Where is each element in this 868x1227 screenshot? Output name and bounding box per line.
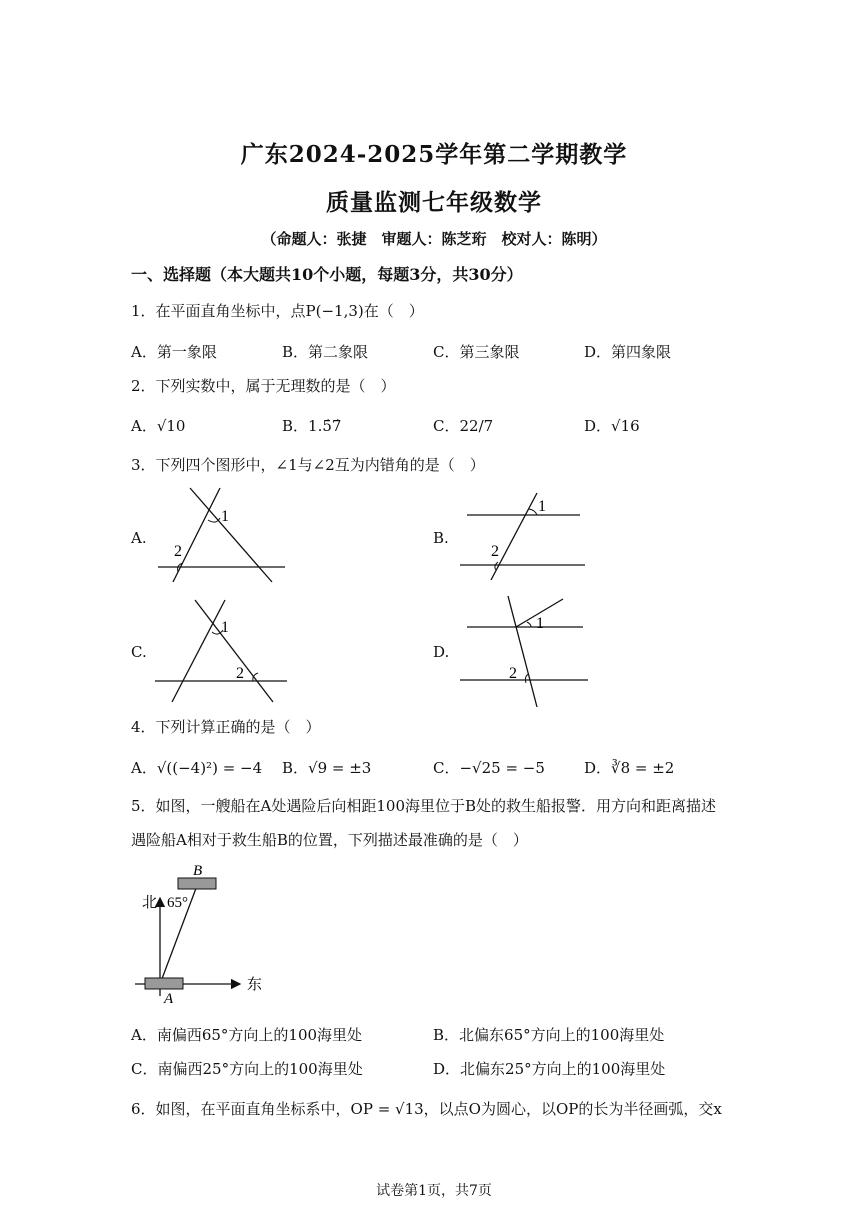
figure-a-label: A.	[131, 529, 147, 547]
question-2-option-a: A．√10	[131, 417, 186, 435]
question-1-option-b: B．第二象限	[282, 343, 369, 361]
exam-title-line2: 质量监测七年级数学	[326, 189, 542, 216]
figure-c-angle-2: 2	[236, 665, 244, 682]
question-1-option-a: A．第一象限	[131, 343, 217, 361]
question-1-option-c: C．第三象限	[433, 343, 520, 361]
figure-d-label: D.	[433, 643, 450, 661]
figure-c-label: C.	[131, 643, 147, 661]
figure-a-angle-2: 2	[174, 543, 182, 560]
question-1-option-d: D．第四象限	[584, 343, 672, 361]
question-3-stem: 3．下列四个图形中，∠1与∠2互为内错角的是（ ）	[131, 456, 485, 474]
question-2-option-b: B．1.5̇7̇	[282, 417, 342, 435]
section-heading: 一、选择题（本大题共10个小题，每题3分，共30分）	[131, 265, 523, 284]
figure-c-angle-1: 1	[221, 619, 229, 636]
figure-d-diagram	[455, 592, 595, 712]
question-2-option-d: D．√16	[584, 417, 640, 435]
question-2-stem: 2．下列实数中，属于无理数的是（ ）	[131, 377, 396, 395]
question-2-option-c: C．22/7	[433, 417, 494, 435]
question-5-stem-line2: 遇险船A相对于救生船B的位置，下列描述最准确的是（ ）	[131, 831, 528, 849]
figure-c-diagram	[150, 597, 290, 707]
question-4-option-b: B．√9 = ±3	[282, 759, 372, 777]
figure-d-angle-1: 1	[536, 615, 544, 632]
angle-label: 65°	[167, 895, 188, 911]
east-label: 东	[247, 977, 263, 993]
question-5-stem-line1: 5．如图，一艘船在A处遇险后向相距100海里位于B处的救生船报警．用方向和距离描述	[131, 797, 717, 815]
question-5-option-a: A．南偏西65°方向上的100海里处	[131, 1026, 363, 1044]
question-5-option-b: B．北偏东65°方向上的100海里处	[433, 1026, 665, 1044]
north-label: 北	[142, 895, 158, 911]
question-4-option-a: A．√((−4)²) = −4	[131, 759, 263, 777]
question-4-option-c: C．−√25 = −5	[433, 759, 545, 777]
question-4-option-d: D．∛8 = ±2	[584, 759, 675, 777]
figure-b-diagram	[455, 490, 590, 580]
exam-title-line1: 广东2024-2025学年第二学期教学	[240, 141, 628, 168]
question-6-stem: 6．如图，在平面直角坐标系中，OP = √13，以点O为圆心，以OP的长为半径画弧，交x	[131, 1100, 722, 1118]
question-5-direction-diagram	[130, 858, 275, 1008]
figure-b-label: B.	[433, 529, 449, 547]
figure-a-diagram	[150, 485, 290, 585]
authors-line: （命题人：张捷 审题人：陈芝珩 校对人：陈明）	[261, 230, 607, 248]
figure-b-angle-2: 2	[491, 543, 499, 560]
question-5-option-c: C．南偏西25°方向上的100海里处	[131, 1060, 363, 1078]
figure-d-angle-2: 2	[509, 665, 517, 682]
point-a-label: A	[164, 991, 174, 1007]
question-1-stem: 1．在平面直角坐标中，点P(−1,3)在（ ）	[131, 302, 424, 320]
page-footer: 试卷第1页，共7页	[376, 1183, 492, 1199]
point-b-label: B	[193, 863, 203, 879]
question-5-option-d: D．北偏东25°方向上的100海里处	[433, 1060, 666, 1078]
figure-b-angle-1: 1	[538, 498, 546, 515]
figure-a-angle-1: 1	[221, 508, 229, 525]
question-4-stem: 4．下列计算正确的是（ ）	[131, 718, 321, 736]
